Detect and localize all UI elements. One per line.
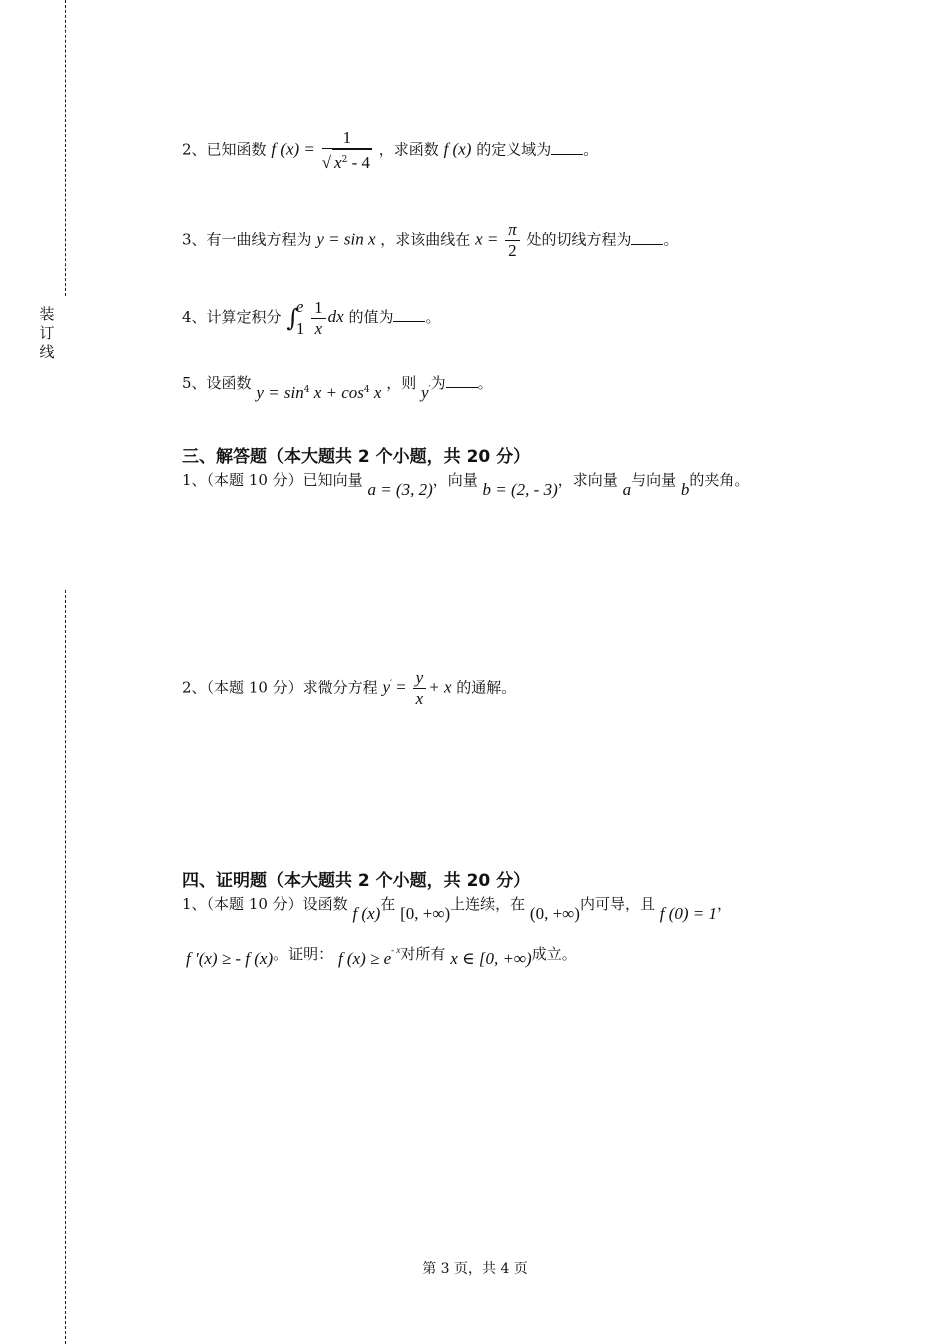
math-expression: =	[392, 677, 406, 697]
question-number: 1、	[182, 895, 207, 913]
question-text: （本题 10 分）已知向量	[206, 471, 363, 489]
question-text: ，向量	[432, 471, 478, 489]
radicand-constant: - 4	[347, 153, 370, 172]
exponent: 2	[341, 155, 348, 165]
punctuation: ，	[717, 895, 733, 913]
math-expression: f (x)	[443, 139, 472, 159]
answer-blank[interactable]	[551, 142, 583, 155]
question-number: 2、	[182, 140, 207, 159]
math-expression: b = (2, - 3)	[482, 480, 558, 499]
question-text: 对所有	[400, 945, 446, 963]
binding-line-bottom	[65, 590, 66, 1344]
section-3-question-1	[182, 469, 750, 499]
binding-char: 线	[39, 343, 55, 361]
math-expression: y = sin	[256, 383, 304, 402]
question-text: ，求函数	[378, 140, 439, 159]
question-5	[182, 372, 493, 402]
question-text: 内可导，且	[579, 895, 655, 913]
fraction-numerator: 1	[311, 298, 326, 319]
question-text: ，则	[386, 374, 417, 392]
question-text: 的通解。	[456, 678, 517, 697]
fraction	[311, 298, 326, 339]
punctuation: 。	[425, 308, 441, 326]
question-text: 成立。	[531, 945, 577, 963]
prime-mark: ′	[428, 385, 431, 395]
fraction	[413, 668, 427, 709]
question-text: 设函数	[206, 374, 252, 392]
math-expression: f (0) = 1	[659, 904, 718, 923]
question-text: ，求向量	[557, 471, 618, 489]
question-2	[182, 128, 598, 173]
question-text: 的定义域为	[476, 140, 552, 159]
question-number: 4、	[182, 308, 207, 326]
math-variable: y	[420, 383, 429, 402]
fraction-denominator: x	[314, 318, 323, 338]
question-3	[182, 220, 678, 261]
question-text: 。证明：	[273, 945, 334, 963]
fraction-denominator: 2	[508, 241, 517, 260]
question-number: 3、	[182, 230, 207, 249]
punctuation: 。	[583, 140, 599, 159]
exponent: 4	[303, 385, 310, 395]
radicand-variable: x	[334, 153, 342, 172]
binding-char: 订	[39, 324, 55, 342]
question-text: 与向量	[631, 471, 677, 489]
question-text: 在	[380, 895, 396, 913]
question-number: 1、	[182, 471, 207, 489]
answer-blank[interactable]	[631, 232, 663, 245]
fraction-numerator: π	[505, 220, 520, 241]
math-variable: y	[382, 677, 390, 697]
math-interval: [0, +∞)	[400, 904, 451, 923]
math-expression: x + cos	[309, 383, 364, 402]
math-expression: x ∈ [0, +∞)	[450, 949, 532, 968]
punctuation: 。	[477, 374, 493, 392]
exponent: - x	[391, 945, 401, 955]
fraction-numerator: y	[413, 668, 427, 689]
fraction	[505, 220, 520, 261]
section-4-heading: 四、证明题（本大题共 2 个小题，共 20 分）	[182, 871, 531, 891]
math-interval: (0, +∞)	[529, 904, 580, 923]
section-3-heading: 三、解答题（本大题共 2 个小题，共 20 分）	[182, 447, 531, 467]
answer-blank[interactable]	[446, 375, 478, 388]
punctuation: 。	[663, 230, 679, 249]
question-text: 上连续，在	[450, 895, 526, 913]
question-number: 2、	[182, 678, 207, 697]
question-text: ，求该曲线在	[380, 230, 471, 249]
exponent: 4	[363, 385, 370, 395]
question-text: （本题 10 分）设函数	[206, 895, 348, 913]
question-text: （本题 10 分）求微分方程	[206, 678, 378, 697]
question-number: 5、	[182, 374, 207, 392]
question-text: 处的切线方程为	[526, 230, 632, 249]
question-text: 的值为	[348, 308, 394, 326]
fraction	[322, 128, 372, 173]
answer-blank[interactable]	[393, 309, 425, 322]
math-expression: f ′(x) ≥ - f (x)	[186, 949, 274, 968]
math-variable: a	[622, 480, 632, 499]
binding-label	[38, 305, 56, 362]
prime-mark: ′	[390, 679, 393, 690]
fraction-numerator: 1	[322, 128, 372, 149]
math-expression: + x	[428, 677, 452, 697]
integral-lower-limit: 1	[295, 319, 305, 338]
question-text: 有一曲线方程为	[206, 230, 312, 249]
math-expression: f (x)	[352, 904, 381, 923]
integral-upper-limit: e	[295, 297, 304, 316]
math-expression: dx	[327, 307, 344, 326]
integral-sign: ∫	[286, 304, 299, 332]
section-3-question-2	[182, 668, 516, 709]
math-expression: x =	[475, 229, 499, 249]
binding-line-top	[65, 0, 66, 296]
math-expression: f (x) ≥ e	[337, 949, 392, 968]
question-text: 已知函数	[206, 140, 267, 159]
math-expression: y = sin x	[316, 229, 376, 249]
math-variable: b	[680, 480, 690, 499]
question-text: 计算定积分	[206, 308, 282, 326]
section-4-question-1	[182, 893, 733, 923]
math-expression: a = (3, 2)	[367, 480, 433, 499]
math-expression: f (x) =	[271, 139, 315, 159]
question-text: 为	[430, 374, 446, 392]
question-4	[182, 296, 441, 340]
binding-char: 装	[39, 305, 55, 323]
question-text: 的夹角。	[689, 471, 750, 489]
section-4-question-1-line-2	[186, 943, 577, 968]
math-expression: x	[369, 383, 382, 402]
fraction-denominator: x	[415, 689, 424, 708]
page-footer: 第 3 页，共 4 页	[422, 1261, 528, 1277]
fraction-denominator: √ $x^2 - 4$	[322, 149, 372, 173]
